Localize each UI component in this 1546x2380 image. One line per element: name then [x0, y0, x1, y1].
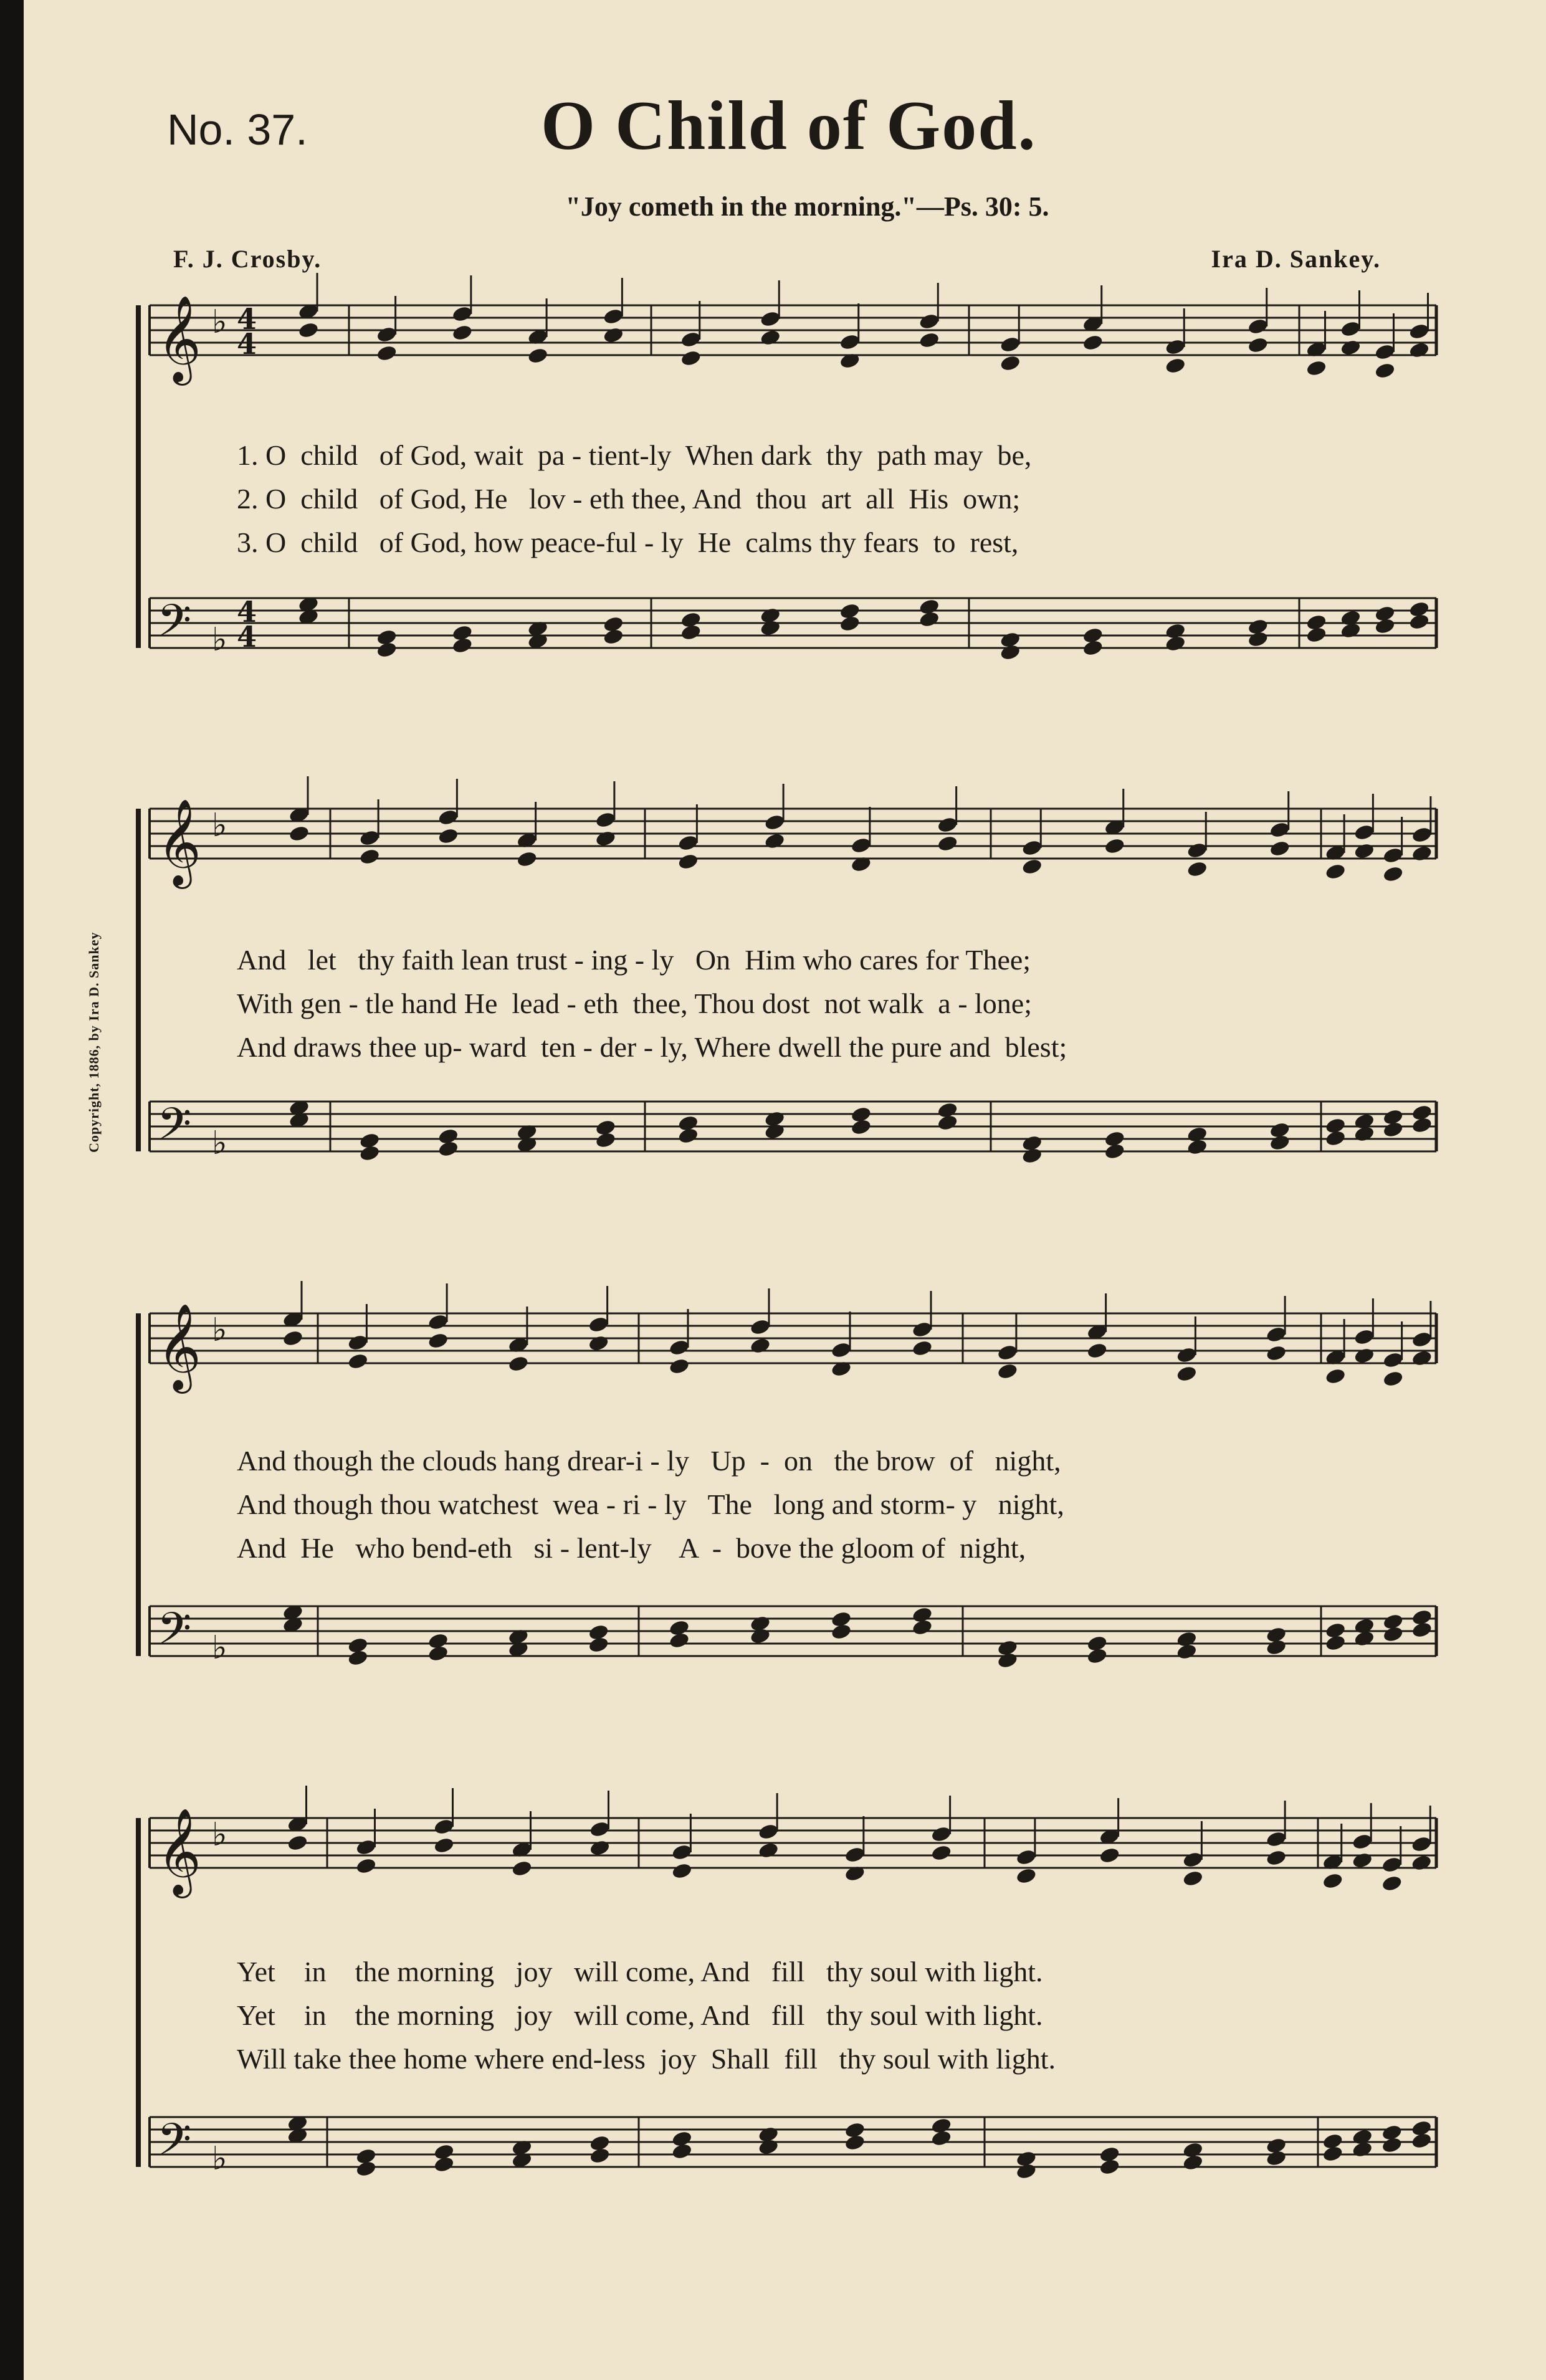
note-head: [1353, 1346, 1375, 1364]
note-head: [376, 344, 398, 362]
note-head: [1411, 2131, 1433, 2149]
note-head: [919, 312, 940, 330]
note-head: [677, 1126, 699, 1145]
note-head: [677, 834, 699, 852]
note-head: [1411, 1854, 1433, 1872]
flat-sign: ♭: [212, 1125, 227, 1162]
lyric-line: With gen - tle hand He lead - eth thee, Thou dost not walk a - lone;: [237, 988, 1033, 1019]
note-head: [1266, 1325, 1287, 1343]
note-head: [671, 1843, 693, 1861]
note-head: [937, 816, 958, 834]
note-head: [1266, 1830, 1287, 1848]
flat-sign: ♭: [212, 1629, 227, 1667]
note-head: [1353, 1125, 1375, 1143]
bass-clef: 𝄢: [157, 1098, 192, 1161]
note-head: [1325, 862, 1347, 880]
note-head: [589, 1820, 611, 1838]
note-head: [347, 1352, 369, 1370]
lyric-line: Yet in the morning joy will come, And fill thy soul with light.: [237, 1999, 1043, 2031]
note-head: [919, 610, 940, 628]
flat-sign: ♭: [212, 1311, 227, 1349]
note-head: [850, 1118, 872, 1136]
note-head: [830, 1341, 852, 1359]
note-head: [451, 323, 473, 341]
note-head: [1374, 343, 1396, 361]
lyric-line: And though the clouds hang drear-i - ly Up - on the brow of night,: [237, 1445, 1061, 1477]
note-head: [668, 1338, 690, 1356]
note-head: [764, 832, 786, 850]
note-head: [839, 614, 861, 632]
note-head: [749, 1336, 771, 1354]
lyrics-system-2: [237, 938, 1452, 1069]
note-head: [911, 1618, 933, 1636]
note-head: [1182, 1850, 1204, 1868]
lyrics-system-1: [237, 434, 1452, 564]
note-head: [347, 1333, 369, 1351]
note-head: [919, 331, 940, 349]
note-head: [1104, 1142, 1125, 1160]
note-head: [1305, 626, 1327, 644]
note-head: [671, 2142, 693, 2160]
bass-clef: 𝄢: [157, 1603, 192, 1665]
treble-clef: 𝄞: [157, 295, 201, 382]
note-head: [1353, 842, 1375, 860]
note-head: [1411, 1621, 1433, 1639]
note-head: [433, 1817, 455, 1835]
hymn-title: O Child of God.: [541, 87, 1037, 164]
lyricist-credit: F. J. Crosby.: [173, 245, 322, 273]
lyrics-system-3: [237, 1439, 1452, 1570]
flat-sign: ♭: [212, 807, 227, 844]
lyric-line: Yet in the morning joy will come, And fill thy soul with light.: [237, 1956, 1043, 1987]
note-head: [355, 1838, 377, 1856]
note-head: [1381, 1874, 1403, 1892]
note-head: [437, 808, 459, 826]
note-head: [830, 1622, 852, 1640]
note-head: [758, 1841, 780, 1859]
note-head: [507, 1354, 529, 1373]
note-head: [937, 1113, 958, 1131]
lyric-line: And draws thee up- ward ten - der - ly, Where dwell the pure and blest;: [237, 1031, 1067, 1063]
note-head: [1411, 1330, 1433, 1348]
note-head: [355, 1857, 377, 1875]
note-head: [288, 824, 310, 842]
note-head: [1000, 354, 1021, 372]
note-head: [911, 1339, 933, 1357]
note-head: [1086, 1647, 1108, 1665]
note-head: [437, 827, 459, 845]
note-head: [1000, 335, 1021, 353]
note-head: [282, 1329, 303, 1347]
note-head: [603, 326, 624, 344]
lyric-line: Will take thee home where end-less joy Shall fill thy soul with light.: [237, 2043, 1056, 2075]
note-head: [588, 1334, 609, 1352]
note-head: [1021, 1146, 1043, 1164]
note-head: [758, 2138, 780, 2156]
note-head: [1247, 336, 1269, 354]
note-head: [1104, 837, 1125, 855]
note-head: [1176, 1346, 1198, 1364]
note-head: [433, 2155, 455, 2173]
note-head: [433, 1836, 455, 1854]
note-head: [588, 1635, 609, 1654]
note-head: [1186, 841, 1208, 859]
note-head: [437, 1140, 459, 1158]
note-head: [1305, 359, 1327, 377]
note-head: [1340, 320, 1362, 338]
note-head: [680, 623, 702, 641]
note-head: [1015, 1848, 1037, 1866]
note-head: [760, 619, 781, 637]
note-head: [594, 811, 616, 829]
note-head: [668, 1631, 690, 1649]
note-head: [1382, 1120, 1404, 1138]
note-head: [1411, 844, 1433, 862]
note-head: [764, 813, 786, 831]
hymn-number: No. 37.: [167, 105, 308, 154]
note-head: [1408, 341, 1430, 359]
note-head: [511, 1859, 533, 1877]
note-head: [1352, 1832, 1373, 1850]
note-head: [427, 1331, 449, 1349]
lyric-line: 2. O child of God, He lov - eth thee, And thou art all His own;: [237, 483, 1021, 515]
note-head: [1374, 361, 1396, 379]
note-head: [671, 1862, 693, 1880]
note-head: [1374, 617, 1396, 635]
note-head: [603, 627, 624, 645]
note-head: [1186, 860, 1208, 878]
note-head: [287, 1834, 308, 1852]
note-head: [1099, 1846, 1120, 1864]
note-head: [603, 307, 624, 325]
note-head: [1382, 846, 1404, 864]
note-head: [749, 1318, 771, 1336]
note-head: [359, 847, 381, 865]
note-head: [1382, 1625, 1404, 1643]
note-head: [1340, 621, 1362, 639]
treble-clef: 𝄞: [157, 1303, 201, 1390]
note-head: [1408, 322, 1430, 340]
note-head: [1176, 1364, 1198, 1383]
note-head: [680, 349, 702, 367]
note-head: [1353, 823, 1375, 841]
note-head: [1021, 839, 1043, 857]
note-head: [844, 2133, 866, 2151]
note-head: [760, 310, 781, 328]
bass-clef: 𝄢: [157, 2114, 192, 2176]
note-head: [1082, 639, 1104, 657]
note-head: [1325, 1367, 1347, 1385]
note-head: [588, 1315, 609, 1333]
note-head: [1182, 2153, 1204, 2171]
lyrics-system-4: [237, 1950, 1452, 2081]
note-head: [589, 2146, 611, 2164]
note-head: [1269, 1133, 1291, 1151]
note-head: [1382, 1351, 1404, 1369]
note-head: [1322, 1872, 1343, 1890]
note-head: [1269, 839, 1291, 857]
note-head: [996, 1651, 1018, 1669]
note-head: [1182, 1869, 1204, 1887]
note-head: [1322, 2144, 1343, 2163]
note-head: [1382, 865, 1404, 883]
note-head: [1082, 333, 1104, 351]
note-head: [1411, 1116, 1433, 1134]
note-head: [451, 636, 473, 654]
composer-credit: Ira D. Sankey.: [1211, 245, 1381, 273]
note-head: [1165, 356, 1186, 374]
note-head: [996, 1362, 1018, 1380]
note-head: [1021, 857, 1043, 875]
note-head: [427, 1644, 449, 1662]
note-head: [1266, 1344, 1287, 1362]
note-head: [764, 1122, 786, 1140]
time-signature-digit: 4: [237, 620, 257, 654]
note-head: [1165, 338, 1186, 356]
note-head: [589, 1839, 611, 1857]
note-head: [930, 1825, 952, 1843]
note-head: [844, 1845, 866, 1864]
time-signature-digit: 4: [237, 302, 257, 336]
note-head: [1325, 1634, 1347, 1652]
note-head: [527, 346, 549, 364]
note-head: [758, 1822, 780, 1840]
note-head: [359, 1144, 381, 1162]
note-head: [1353, 1629, 1375, 1647]
note-head: [1266, 1638, 1287, 1656]
note-head: [1086, 1341, 1108, 1359]
note-head: [1099, 2158, 1120, 2176]
note-head: [937, 834, 958, 852]
note-head: [839, 333, 861, 351]
note-head: [1408, 612, 1430, 631]
note-head: [1266, 1849, 1287, 1867]
time-signature-digit: 4: [237, 327, 257, 361]
treble-clef: 𝄞: [157, 799, 201, 885]
note-head: [760, 328, 781, 346]
lyric-line: And He who bend-eth si - lent-ly A - bove the gloom of night,: [237, 1532, 1026, 1564]
lyric-line: And let thy faith lean trust - ing - ly On Him who cares for Thee;: [237, 944, 1031, 976]
note-head: [677, 852, 699, 870]
note-head: [1411, 1835, 1433, 1853]
treble-clef: 𝄞: [157, 1808, 201, 1895]
note-head: [1381, 1855, 1403, 1873]
scripture-epigraph: "Joy cometh in the morning."—Ps. 30: 5.: [565, 191, 1049, 222]
note-head: [376, 325, 398, 343]
copyright-notice: Copyright, 1886, by Ira D. Sankey: [86, 931, 102, 1153]
note-head: [297, 321, 319, 339]
note-head: [594, 1131, 616, 1149]
flat-sign: ♭: [212, 621, 227, 659]
flat-sign: ♭: [212, 1816, 227, 1854]
note-head: [1352, 1851, 1373, 1869]
flat-sign: ♭: [212, 303, 227, 341]
note-head: [930, 2129, 952, 2147]
note-head: [1269, 821, 1291, 839]
note-head: [1165, 634, 1186, 652]
note-head: [1352, 2140, 1373, 2158]
note-head: [359, 829, 381, 847]
note-head: [930, 1844, 952, 1862]
note-head: [1247, 317, 1269, 335]
lyric-line: And though thou watchest wea - ri - ly The long and storm- y night,: [237, 1488, 1064, 1520]
time-signature-digit: 4: [237, 595, 257, 629]
note-head: [911, 1320, 933, 1338]
note-head: [1411, 826, 1433, 844]
flat-sign: ♭: [212, 2140, 227, 2178]
note-head: [668, 1357, 690, 1375]
note-head: [1000, 643, 1021, 661]
note-head: [1353, 1328, 1375, 1346]
note-head: [996, 1343, 1018, 1361]
note-head: [347, 1649, 369, 1667]
note-head: [1247, 630, 1269, 648]
note-head: [1325, 1129, 1347, 1147]
lyric-line: 3. O child of God, how peace-ful - ly He calms thy fears to rest,: [237, 526, 1019, 558]
note-head: [1381, 2136, 1403, 2154]
lyric-line: 1. O child of God, wait pa - tient-ly When dark thy path may be,: [237, 439, 1032, 471]
note-head: [427, 1313, 449, 1331]
note-head: [1266, 2149, 1287, 2167]
note-head: [355, 2159, 377, 2178]
note-head: [1411, 1349, 1433, 1367]
note-head: [376, 640, 398, 659]
note-head: [1340, 338, 1362, 356]
note-head: [1186, 1138, 1208, 1156]
bass-clef: 𝄢: [157, 595, 192, 657]
note-head: [516, 850, 538, 868]
note-head: [1382, 1369, 1404, 1388]
note-head: [594, 829, 616, 847]
note-head: [680, 330, 702, 348]
note-head: [1015, 1867, 1037, 1885]
note-head: [1015, 2162, 1037, 2180]
note-head: [1176, 1642, 1198, 1660]
note-head: [451, 305, 473, 323]
note-head: [850, 836, 872, 854]
note-head: [749, 1627, 771, 1645]
